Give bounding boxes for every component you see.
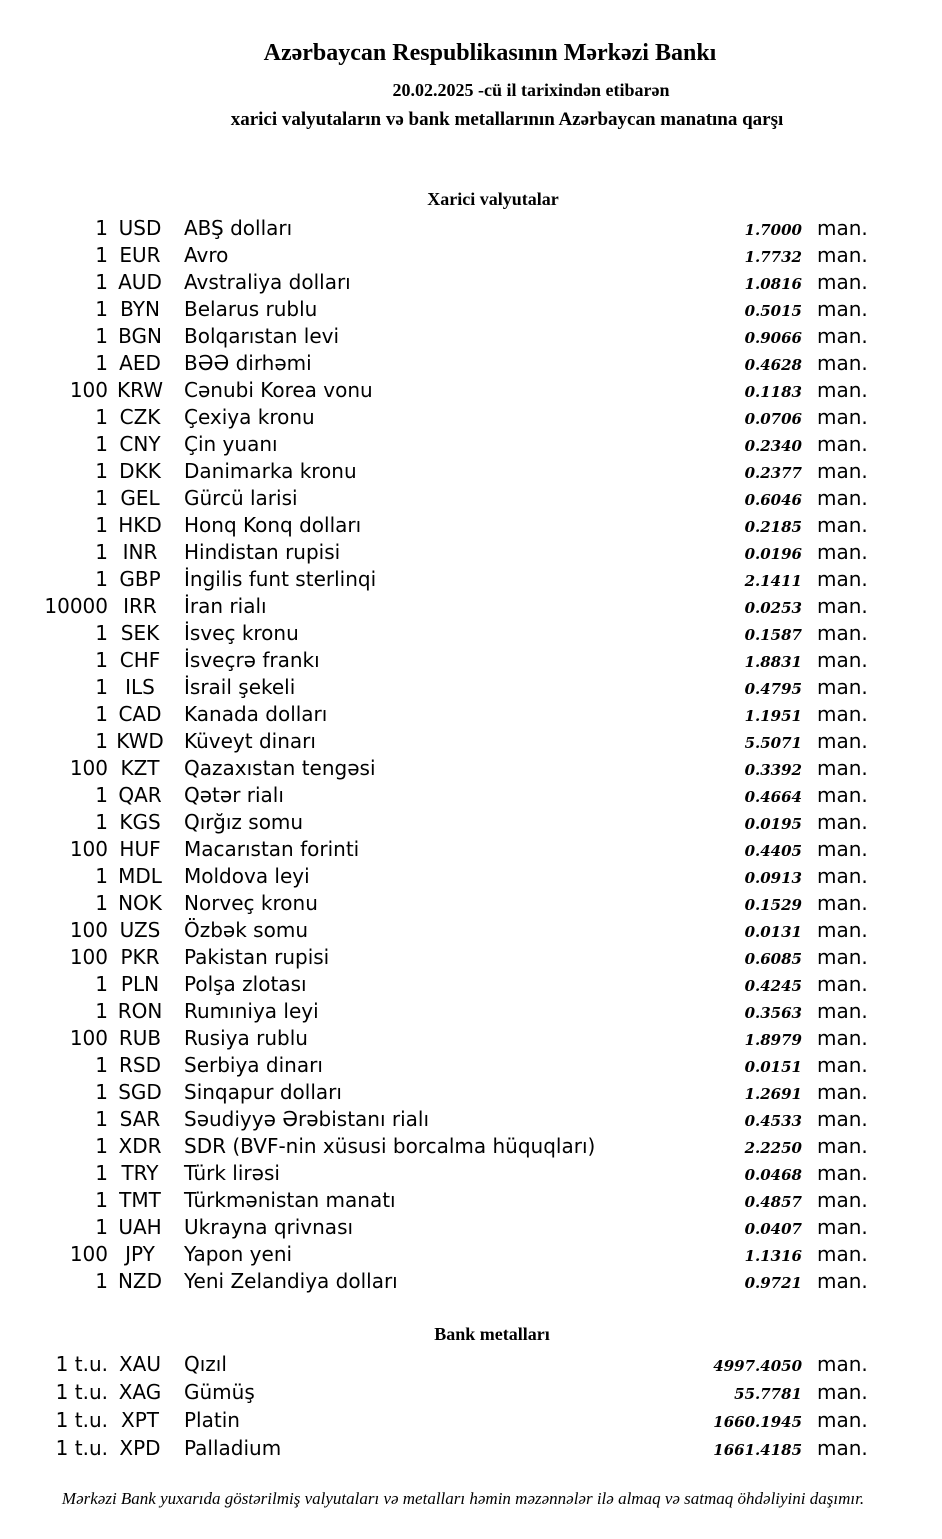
asset-name: Türkmənistan manatı <box>184 1188 396 1212</box>
table-row <box>0 647 942 674</box>
asset-code: RUB <box>118 1026 162 1050</box>
asset-code: KWD <box>116 729 164 753</box>
table-row <box>0 566 942 593</box>
table-row <box>0 1434 942 1462</box>
unit-label: man. <box>817 675 868 699</box>
unit-label: man. <box>817 324 868 348</box>
asset-code: INR <box>122 540 158 564</box>
rate-value: 0.2185 <box>744 518 802 536</box>
quantity: 1 <box>95 513 108 537</box>
quantity: 1 <box>95 270 108 294</box>
unit-label: man. <box>817 756 868 780</box>
table-row <box>0 1406 942 1434</box>
asset-name: İran rialı <box>184 594 267 618</box>
asset-code: TMT <box>119 1188 161 1212</box>
table-row <box>0 269 942 296</box>
bulletin-subtitle: xarici valyutaların və bank metallarının Azərbaycan manatına qarşı <box>230 109 784 130</box>
quantity: 1 <box>95 1269 108 1293</box>
asset-name: Serbiya dinarı <box>184 1053 323 1077</box>
unit-label: man. <box>817 567 868 591</box>
quantity: 100 <box>69 756 108 780</box>
unit-label: man. <box>817 1242 868 1266</box>
unit-label: man. <box>817 891 868 915</box>
unit-label: man. <box>817 243 868 267</box>
asset-name: İsrail şekeli <box>184 675 296 699</box>
table-row <box>0 917 942 944</box>
quantity: 1 <box>95 1080 108 1104</box>
rate-value: 55.7781 <box>734 1385 802 1403</box>
unit-label: man. <box>817 972 868 996</box>
asset-name: Yeni Zelandiya dolları <box>184 1269 398 1293</box>
unit-label: man. <box>817 999 868 1023</box>
quantity: 1 <box>95 432 108 456</box>
unit-label: man. <box>817 1053 868 1077</box>
rate-value: 0.2377 <box>744 464 802 482</box>
quantity: 1 <box>95 810 108 834</box>
asset-name: Özbək somu <box>184 918 308 942</box>
rate-value: 0.4795 <box>744 680 802 698</box>
asset-code: BGN <box>118 324 162 348</box>
bank-title: Azərbaycan Respublikasının Mərkəzi Bankı <box>263 40 717 66</box>
asset-name: İsveç kronu <box>184 621 299 645</box>
asset-name: SDR (BVF-nin xüsusi borcalma hüquqları) <box>184 1134 596 1158</box>
rate-value: 0.6046 <box>744 491 802 509</box>
asset-code: USD <box>118 216 162 240</box>
table-row <box>0 1378 942 1406</box>
quantity: 1 t.u. <box>55 1408 108 1432</box>
unit-label: man. <box>817 1107 868 1131</box>
asset-code: AED <box>119 351 161 375</box>
rate-value: 0.1183 <box>744 383 802 401</box>
quantity: 1 <box>95 702 108 726</box>
asset-name: Honq Konq dolları <box>184 513 362 537</box>
asset-code: XPD <box>119 1436 161 1460</box>
rate-value: 0.4628 <box>744 356 802 374</box>
unit-label: man. <box>817 1352 868 1376</box>
unit-label: man. <box>817 810 868 834</box>
asset-name: Cənubi Korea vonu <box>184 378 373 402</box>
metals-section-title: Bank metalları <box>434 1324 550 1344</box>
quantity: 100 <box>69 378 108 402</box>
asset-name: Çexiya kronu <box>184 405 315 429</box>
quantity: 100 <box>69 1026 108 1050</box>
disclaimer-note: Mərkəzi Bank yuxarıda göstərilmiş valyutaları və metalları həmin məzənnələr ilə almaq və satmaq öhdəliyini daşımır. <box>61 1489 865 1508</box>
asset-name: Hindistan rupisi <box>184 540 341 564</box>
rate-value: 0.1587 <box>744 626 802 644</box>
quantity: 1 <box>95 1188 108 1212</box>
asset-code: NZD <box>117 1269 163 1293</box>
rate-value: 0.0407 <box>744 1220 802 1238</box>
table-row <box>0 701 942 728</box>
rate-value: 0.9066 <box>744 329 802 347</box>
quantity: 1 <box>95 567 108 591</box>
unit-label: man. <box>817 1408 868 1432</box>
rate-value: 1.7732 <box>744 248 802 266</box>
unit-label: man. <box>817 729 868 753</box>
asset-name: Norveç kronu <box>184 891 318 915</box>
unit-label: man. <box>817 1188 868 1212</box>
unit-label: man. <box>817 459 868 483</box>
asset-name: Pakistan rupisi <box>184 945 330 969</box>
table-row <box>0 593 942 620</box>
table-row <box>0 1160 942 1187</box>
unit-label: man. <box>817 405 868 429</box>
asset-code: UAH <box>118 1215 162 1239</box>
quantity: 1 <box>95 405 108 429</box>
asset-name: Belarus rublu <box>184 297 318 321</box>
asset-code: SEK <box>120 621 160 645</box>
asset-name: Gürcü larisi <box>184 486 298 510</box>
quantity: 1 <box>95 540 108 564</box>
quantity: 1 <box>95 1107 108 1131</box>
unit-label: man. <box>817 594 868 618</box>
quantity: 1 <box>95 1215 108 1239</box>
table-row <box>0 998 942 1025</box>
asset-code: ILS <box>125 675 155 699</box>
table-row <box>0 242 942 269</box>
unit-label: man. <box>817 1026 868 1050</box>
asset-code: XAU <box>118 1352 162 1376</box>
asset-code: KGS <box>119 810 161 834</box>
quantity: 1 <box>95 297 108 321</box>
asset-code: CNY <box>119 432 161 456</box>
rate-value: 4997.4050 <box>713 1357 802 1375</box>
unit-label: man. <box>817 1269 868 1293</box>
asset-code: GBP <box>119 567 161 591</box>
asset-code: BYN <box>120 297 160 321</box>
asset-name: Danimarka kronu <box>184 459 357 483</box>
bulletin-header <box>0 38 942 131</box>
asset-name: Bolqarıstan levi <box>184 324 340 348</box>
rate-value: 1.7000 <box>744 221 802 239</box>
unit-label: man. <box>817 1380 868 1404</box>
table-row <box>0 485 942 512</box>
quantity: 1 <box>95 459 108 483</box>
quantity: 10000 <box>44 594 108 618</box>
quantity: 1 <box>95 1053 108 1077</box>
asset-name: Küveyt dinarı <box>184 729 316 753</box>
table-row <box>0 296 942 323</box>
table-row <box>0 404 942 431</box>
unit-label: man. <box>817 945 868 969</box>
bulletin-footer <box>0 1488 934 1509</box>
table-row <box>0 782 942 809</box>
unit-label: man. <box>817 1436 868 1460</box>
quantity: 1 <box>95 243 108 267</box>
quantity: 1 <box>95 351 108 375</box>
currencies-table <box>0 215 942 1295</box>
unit-label: man. <box>817 864 868 888</box>
asset-code: NOK <box>118 891 162 915</box>
asset-name: Rumıniya leyi <box>184 999 319 1023</box>
asset-code: DKK <box>119 459 161 483</box>
quantity: 1 <box>95 486 108 510</box>
asset-name: İngilis funt sterlinqi <box>184 567 377 591</box>
quantity: 100 <box>69 918 108 942</box>
unit-label: man. <box>817 1080 868 1104</box>
asset-code: CHF <box>119 648 161 672</box>
rate-value: 1.1951 <box>744 707 802 725</box>
foreign-currencies-section <box>0 188 942 1295</box>
rate-value: 0.0196 <box>744 545 802 563</box>
asset-name: BƏƏ dirhəmi <box>184 351 312 375</box>
asset-name: Qızıl <box>184 1352 227 1376</box>
asset-code: PLN <box>120 972 160 996</box>
table-row <box>0 809 942 836</box>
asset-code: SGD <box>118 1080 162 1104</box>
asset-code: CAD <box>118 702 162 726</box>
asset-name: Gümüş <box>184 1380 255 1404</box>
asset-code: MDL <box>118 864 162 888</box>
rate-value: 0.3392 <box>744 761 802 779</box>
table-row <box>0 215 942 242</box>
asset-code: KZT <box>120 756 160 780</box>
table-row <box>0 458 942 485</box>
rate-value: 0.1529 <box>744 896 802 914</box>
unit-label: man. <box>817 297 868 321</box>
unit-label: man. <box>817 918 868 942</box>
asset-name: Çin yuanı <box>184 432 278 456</box>
asset-name: Moldova leyi <box>184 864 310 888</box>
unit-label: man. <box>817 702 868 726</box>
rate-value: 1661.4185 <box>713 1441 802 1459</box>
asset-name: Qətər rialı <box>184 783 284 807</box>
asset-code: KRW <box>117 378 163 402</box>
asset-code: EUR <box>119 243 161 267</box>
table-row <box>0 1241 942 1268</box>
quantity: 1 <box>95 675 108 699</box>
quantity: 1 <box>95 891 108 915</box>
table-row <box>0 1187 942 1214</box>
rate-value: 0.4857 <box>744 1193 802 1211</box>
quantity: 1 <box>95 621 108 645</box>
table-row <box>0 1350 942 1378</box>
quantity: 1 t.u. <box>55 1380 108 1404</box>
rate-value: 1.8831 <box>744 653 802 671</box>
rate-value: 0.9721 <box>744 1274 802 1292</box>
asset-name: Ukrayna qrivnası <box>184 1215 354 1239</box>
asset-code: HKD <box>118 513 162 537</box>
table-row <box>0 377 942 404</box>
bank-metals-section <box>0 1323 942 1462</box>
table-row <box>0 1106 942 1133</box>
asset-name: Türk lirəsi <box>184 1161 280 1185</box>
quantity: 1 <box>95 324 108 348</box>
asset-code: HUF <box>119 837 161 861</box>
rate-value: 2.1411 <box>744 572 802 590</box>
metals-table <box>0 1350 942 1462</box>
table-row <box>0 1268 942 1295</box>
unit-label: man. <box>817 1134 868 1158</box>
unit-label: man. <box>817 432 868 456</box>
table-row <box>0 836 942 863</box>
rate-value: 0.0195 <box>744 815 802 833</box>
unit-label: man. <box>817 378 868 402</box>
quantity: 1 <box>95 1134 108 1158</box>
asset-name: Yapon yeni <box>184 1242 293 1266</box>
table-row <box>0 1214 942 1241</box>
asset-name: Polşa zlotası <box>184 972 307 996</box>
table-row <box>0 620 942 647</box>
quantity: 100 <box>69 945 108 969</box>
asset-code: SAR <box>119 1107 161 1131</box>
rate-value: 1.0816 <box>744 275 802 293</box>
rate-value: 0.0468 <box>744 1166 802 1184</box>
unit-label: man. <box>817 486 868 510</box>
rate-value: 0.2340 <box>744 437 802 455</box>
asset-name: ABŞ dolları <box>184 216 293 240</box>
unit-label: man. <box>817 351 868 375</box>
unit-label: man. <box>817 1215 868 1239</box>
table-row <box>0 512 942 539</box>
asset-code: XAG <box>118 1380 162 1404</box>
unit-label: man. <box>817 783 868 807</box>
unit-label: man. <box>817 648 868 672</box>
unit-label: man. <box>817 513 868 537</box>
unit-label: man. <box>817 270 868 294</box>
effective-date-line: 20.02.2025 -cü il tarixindən etibarən <box>392 80 670 100</box>
rate-value: 0.6085 <box>744 950 802 968</box>
unit-label: man. <box>817 621 868 645</box>
asset-name: Palladium <box>184 1436 282 1460</box>
quantity: 1 t.u. <box>55 1436 108 1460</box>
asset-name: Kanada dolları <box>184 702 328 726</box>
rate-value: 0.0253 <box>744 599 802 617</box>
asset-code: RSD <box>119 1053 161 1077</box>
asset-code: TRY <box>121 1161 159 1185</box>
quantity: 1 <box>95 864 108 888</box>
table-row <box>0 539 942 566</box>
table-row <box>0 323 942 350</box>
rate-value: 1.1316 <box>744 1247 802 1265</box>
quantity: 1 <box>95 1161 108 1185</box>
rate-value: 1.2691 <box>744 1085 802 1103</box>
asset-name: İsveçrə frankı <box>184 648 320 672</box>
rate-value: 5.5071 <box>744 734 802 752</box>
asset-name: Avstraliya dolları <box>184 270 351 294</box>
rate-value: 1660.1945 <box>713 1413 802 1431</box>
asset-name: Qazaxıstan tengəsi <box>184 756 376 780</box>
rate-value: 0.0151 <box>744 1058 802 1076</box>
asset-name: Macarıstan forinti <box>184 837 360 861</box>
asset-code: GEL <box>120 486 160 510</box>
unit-label: man. <box>817 540 868 564</box>
rate-value: 2.2250 <box>744 1139 802 1157</box>
asset-name: Platin <box>184 1408 240 1432</box>
quantity: 1 <box>95 729 108 753</box>
quantity: 1 <box>95 216 108 240</box>
rate-value: 0.4664 <box>744 788 802 806</box>
asset-code: CZK <box>119 405 161 429</box>
quantity: 1 <box>95 999 108 1023</box>
rate-value: 0.0131 <box>744 923 802 941</box>
asset-name: Qırğız somu <box>184 810 304 834</box>
unit-label: man. <box>817 1161 868 1185</box>
currencies-section-title: Xarici valyutalar <box>427 189 559 209</box>
asset-code: JPY <box>125 1242 155 1266</box>
asset-code: IRR <box>123 594 157 618</box>
quantity: 1 <box>95 972 108 996</box>
table-row <box>0 971 942 998</box>
unit-label: man. <box>817 837 868 861</box>
asset-name: Səudiyyə Ərəbistanı rialı <box>184 1107 430 1131</box>
table-row <box>0 1133 942 1160</box>
rate-value: 0.4533 <box>744 1112 802 1130</box>
quantity: 1 <box>95 783 108 807</box>
asset-code: UZS <box>119 918 161 942</box>
table-row <box>0 1025 942 1052</box>
rate-value: 0.3563 <box>744 1004 802 1022</box>
table-row <box>0 863 942 890</box>
quantity: 100 <box>69 1242 108 1266</box>
table-row <box>0 728 942 755</box>
asset-code: XDR <box>118 1134 162 1158</box>
table-row <box>0 1052 942 1079</box>
quantity: 1 t.u. <box>55 1352 108 1376</box>
asset-name: Rusiya rublu <box>184 1026 308 1050</box>
asset-code: PKR <box>120 945 160 969</box>
table-row <box>0 755 942 782</box>
table-row <box>0 350 942 377</box>
rate-value: 0.4405 <box>744 842 802 860</box>
quantity: 1 <box>95 648 108 672</box>
asset-name: Sinqapur dolları <box>184 1080 342 1104</box>
unit-label: man. <box>817 216 868 240</box>
table-row <box>0 674 942 701</box>
rate-value: 1.8979 <box>744 1031 802 1049</box>
rate-value: 0.5015 <box>744 302 802 320</box>
table-row <box>0 431 942 458</box>
rate-value: 0.0913 <box>744 869 802 887</box>
asset-name: Avro <box>184 243 229 267</box>
rate-value: 0.0706 <box>744 410 802 428</box>
quantity: 100 <box>69 837 108 861</box>
asset-code: QAR <box>118 783 162 807</box>
table-row <box>0 1079 942 1106</box>
table-row <box>0 890 942 917</box>
asset-code: AUD <box>118 270 162 294</box>
rate-value: 0.4245 <box>744 977 802 995</box>
asset-code: XPT <box>121 1408 159 1432</box>
table-row <box>0 944 942 971</box>
asset-code: RON <box>117 999 163 1023</box>
